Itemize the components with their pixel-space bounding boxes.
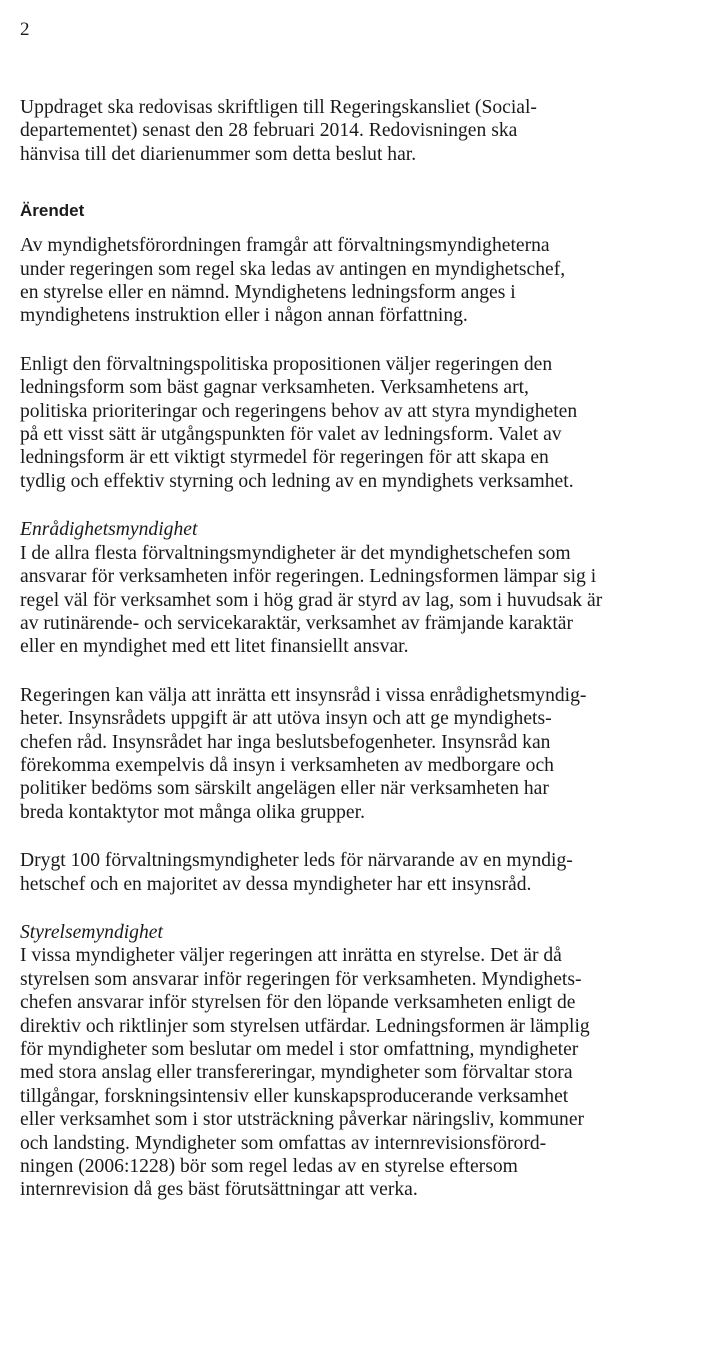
page-number: 2 xyxy=(20,19,30,40)
text-line: eller verksamhet som i stor utsträckning påverkar näringsliv, kommuner xyxy=(20,1109,585,1131)
text-line: förekomma exempelvis då insyn i verksamheten av medborgare och xyxy=(20,754,554,776)
text-line: eller en myndighet med ett litet finansiellt ansvar. xyxy=(20,636,409,658)
text-line: av rutinärende- och servicekaraktär, verksamhet av främjande karaktär xyxy=(20,612,573,634)
section-heading-arendet: Ärendet xyxy=(20,201,85,221)
text-line: ningen (2006:1228) bör som regel ledas av en styrelse eftersom xyxy=(20,1156,518,1178)
text-line: en styrelse eller en nämnd. Myndighetens ledningsform anges i xyxy=(20,282,516,304)
text-line: Uppdraget ska redovisas skriftligen till Regeringskansliet (Social- xyxy=(20,97,537,118)
paragraph-intro xyxy=(20,96,685,166)
text-line: I vissa myndigheter väljer regeringen att inrätta en styrelse. Det är då xyxy=(20,945,562,967)
text-line: hetschef och en majoritet av dessa myndigheter har ett insynsråd. xyxy=(20,873,532,895)
paragraph-styrelse-1 xyxy=(20,944,685,1201)
text-line: tillgångar, forskningsintensiv eller kunskapsproducerande verksamhet xyxy=(20,1085,569,1107)
text-line: under regeringen som regel ska ledas av antingen en myndighetschef, xyxy=(20,258,566,280)
text-line: breda kontaktytor mot många olika grupper. xyxy=(20,801,365,823)
text-line: hänvisa till det diarienummer som detta beslut har. xyxy=(20,143,417,165)
text-line: politiska prioriteringar och regeringens behov av att styra myndigheten xyxy=(20,400,578,422)
text-line: Enligt den förvaltningspolitiska propositionen väljer regeringen den xyxy=(20,353,553,375)
text-line: och landsting. Myndigheter som omfattas av internrevisionsförord- xyxy=(20,1132,547,1154)
text-line: Drygt 100 förvaltningsmyndigheter leds för närvarande av en myndig- xyxy=(20,850,573,872)
text-line: regel väl för verksamhet som i hög grad är styrd av lag, som i huvudsak är xyxy=(20,589,603,611)
text-line: internrevision då ges bäst förutsättningar att verka. xyxy=(20,1179,418,1201)
text-line: heter. Insynsrådets uppgift är att utöva insyn och att ge myndighets- xyxy=(20,708,552,730)
text-line: tydlig och effektiv styrning och ledning av en myndighets verksamhet. xyxy=(20,470,574,492)
text-line: I de allra flesta förvaltningsmyndigheter är det myndighetschefen som xyxy=(20,542,571,564)
paragraph-arendet-2 xyxy=(20,353,685,493)
text-line: för myndigheter som beslutar om medel i stor omfattning, myndigheter xyxy=(20,1039,579,1060)
paragraph-enradighet-2 xyxy=(20,684,685,824)
text-line: Regeringen kan välja att inrätta ett insynsråd i vissa enrådighetsmyndig- xyxy=(20,684,587,706)
subheading-styrelsemyndighet: Styrelsemyndighet xyxy=(20,921,163,943)
text-line: direktiv och riktlinjer som styrelsen utfärdar. Ledningsformen är lämplig xyxy=(20,1015,590,1037)
text-line: myndighetens instruktion eller i någon annan författning. xyxy=(20,305,468,327)
text-line: styrelsen som ansvarar inför regeringen för verksamheten. Myndighets- xyxy=(20,968,582,990)
paragraph-enradighet-1 xyxy=(20,542,685,659)
text-line: på ett visst sätt är utgångspunkten för valet av ledningsform. Valet av xyxy=(20,424,562,446)
text-line: ledningsform är ett viktigt styrmedel för regeringen för att skapa en xyxy=(20,447,549,469)
text-line: chefen ansvarar inför styrelsen för den löpande verksamheten enligt de xyxy=(20,992,576,1014)
text-line: departementet) senast den 28 februari 2014. Redovisningen ska xyxy=(20,120,518,142)
paragraph-arendet-1 xyxy=(20,234,685,328)
text-line: politiker bedöms som särskilt angelägen eller när verksamheten har xyxy=(20,778,549,800)
text-line: ledningsform som bäst gagnar verksamheten. Verksamhetens art, xyxy=(20,377,529,399)
text-line: ansvarar för verksamheten inför regeringen. Ledningsformen lämpar sig i xyxy=(20,566,597,588)
subheading-enradighetsmyndighet: Enrådighetsmyndighet xyxy=(20,519,198,541)
text-line: chefen råd. Insynsrådet har inga beslutsbefogenheter. Insynsråd kan xyxy=(20,731,551,753)
text-line: Av myndighetsförordningen framgår att förvaltningsmyndigheterna xyxy=(20,235,550,257)
text-line: med stora anslag eller transfereringar, myndigheter som förvaltar stora xyxy=(20,1062,573,1084)
document-body xyxy=(20,96,685,1202)
paragraph-enradighet-3 xyxy=(20,849,685,896)
